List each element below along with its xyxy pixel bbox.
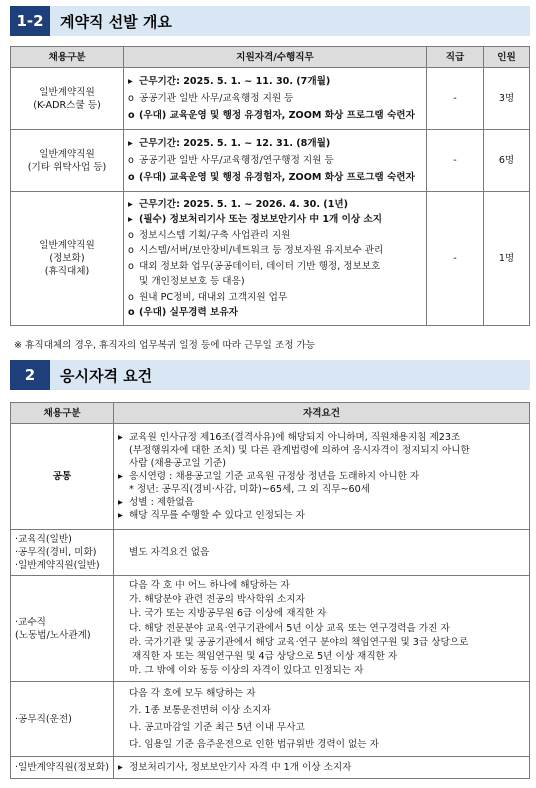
text-line: [118, 457, 525, 470]
header-requirements: 자격요건: [114, 403, 530, 424]
bullet-marker: o: [128, 245, 134, 256]
category-cell: [11, 530, 114, 576]
category-line: (정보화): [49, 253, 85, 264]
line-text: (우대) 교육운영 및 행정 유경험자, ZOOM 화상 프로그램 숙련자: [139, 110, 415, 121]
category-cell: [11, 576, 114, 682]
category-line: ·공무직(경비, 미화): [15, 547, 97, 558]
bullet-marker: o: [128, 110, 135, 121]
text-line: [118, 622, 525, 636]
text-line: [128, 107, 422, 124]
category-line: ·일반계약직원(정보화): [15, 762, 109, 774]
bullet-marker: ▸: [128, 198, 133, 210]
text-line: [118, 593, 525, 607]
table-row: [11, 130, 530, 192]
text-line: [118, 736, 525, 753]
text-line: [118, 607, 525, 621]
category-line: (노동법/노사관계): [15, 629, 91, 641]
section-2-number: 2: [10, 360, 50, 390]
table-header-row: [11, 403, 530, 424]
header-qualification: 지원자격/수행직무: [124, 47, 427, 68]
line-text: (필수) 정보처리기사 또는 정보보안기사 中 1개 이상 소지: [139, 214, 383, 225]
text-line: [128, 212, 422, 228]
rank-cell: -: [427, 192, 484, 326]
table-row: [11, 682, 530, 757]
requirements-cell: [114, 424, 530, 530]
bullet-marker: o: [128, 229, 134, 241]
line-text: 성별 : 제한없음: [129, 497, 194, 508]
header-category: 채용구분: [11, 403, 114, 424]
category-line: ·교수직: [15, 616, 46, 628]
text-line: [128, 228, 422, 244]
text-line: [118, 444, 525, 457]
line-text: (우대) 실무경력 보유자: [139, 307, 238, 318]
table-row: [11, 68, 530, 130]
bullet-marker: o: [128, 155, 134, 166]
line-text: 가. 1종 보통운전면허 이상 소지자: [129, 705, 271, 717]
line-text: 공공기관 일반 사무/교육행정 지원 등: [139, 93, 294, 104]
line-text: 근무기간: 2025. 5. 1. ~ 2026. 4. 30. (1년): [139, 198, 349, 210]
line-text: 라. 국가기관 및 공공기관에서 해당 교육·연구 분야의 책임연구원 및 3급 상당으로: [129, 636, 469, 648]
line-text: 다. 해당 전문분야 교육·연구기관에서 5년 이상 교육 또는 연구경력을 가진 자: [129, 622, 450, 634]
requirements-cell: [114, 576, 530, 682]
line-text: (우대) 교육운영 및 행정 유경험자, ZOOM 화상 프로그램 숙련자: [139, 172, 415, 183]
text-line: [128, 243, 422, 259]
line-text: 근무기간: 2025. 5. 1. ~ 12. 31. (8개월): [139, 138, 331, 149]
category-line: (휴직대체): [44, 266, 90, 277]
text-line: [118, 664, 525, 678]
text-line: [118, 636, 525, 650]
section-1-number: 1-2: [10, 6, 50, 36]
category-line: 일반계약직원: [39, 148, 95, 160]
text-line: [128, 290, 422, 306]
qualification-cell: [124, 192, 427, 326]
line-text: 가. 해당분야 관련 전공의 박사학위 소지자: [129, 594, 305, 606]
category-cell: [11, 130, 124, 192]
line-text: 다음 각 호에 모두 해당하는 자: [129, 688, 256, 700]
requirements-cell: [114, 682, 530, 757]
text-line: [118, 509, 525, 522]
requirements-cell: [114, 757, 530, 779]
contract-overview-table: [10, 46, 530, 326]
section-1-title: 계약직 선발 개요: [60, 12, 172, 31]
table-row: [11, 192, 530, 326]
bullet-marker: o: [128, 307, 135, 318]
category-line: (기타 위탁사업 등): [27, 161, 107, 173]
category-line: 공통: [52, 471, 72, 482]
text-line: [118, 579, 525, 593]
line-text: 나. 공고마감일 기준 최근 5년 이내 무사고: [129, 722, 305, 734]
category-cell: [11, 424, 114, 530]
text-line: [128, 259, 422, 275]
text-line: [128, 197, 422, 213]
line-text: 해당 직무를 수행할 수 있다고 인정되는 자: [129, 510, 305, 521]
bullet-marker: ▸: [118, 497, 123, 508]
rank-cell: -: [427, 130, 484, 192]
line-text: 별도 자격요건 없음: [129, 547, 210, 558]
line-text: 교육원 인사규정 제16조(결격사유)에 해당되지 아니하며, 직원채용지침 제23조: [129, 432, 461, 443]
count-cell: 3명: [484, 68, 530, 130]
category-cell: [11, 192, 124, 326]
text-line: [118, 650, 525, 664]
requirements-cell: [114, 530, 530, 576]
category-line: 일반계약직원: [39, 86, 95, 98]
text-line: [118, 483, 525, 496]
text-line: [118, 761, 525, 774]
line-text: 대외 정보화 업무(공공데이터, 데이터 기반 행정, 정보보호: [139, 260, 381, 272]
section-2-title: 응시자격 요건: [60, 366, 153, 385]
line-text: 정보처리기사, 정보보안기사 자격 中 1개 이상 소지자: [129, 762, 352, 774]
table-row: [11, 530, 530, 576]
line-text: 공공기관 일반 사무/교육행정/연구행정 지원 등: [139, 155, 334, 166]
text-line: [128, 73, 422, 90]
count-cell: 6명: [484, 130, 530, 192]
category-line: ·일반계약직원(일반): [15, 560, 100, 571]
section-1-header: [10, 6, 530, 36]
bullet-marker: o: [128, 260, 134, 272]
bullet-marker: ▸: [128, 214, 133, 225]
category-line: ·교육직(일반): [15, 534, 72, 545]
text-line: [118, 685, 525, 702]
category-line: (K-ADR스쿨 등): [33, 99, 101, 111]
header-category: 채용구분: [11, 47, 124, 68]
bullet-marker: o: [128, 93, 134, 104]
category-cell: [11, 757, 114, 779]
bullet-marker: ▸: [128, 76, 133, 87]
text-line: [128, 274, 422, 290]
bullet-marker: o: [128, 172, 135, 183]
bullet-marker: o: [128, 291, 134, 303]
line-text: 다. 임용일 기준 음주운전으로 인한 법규위반 경력이 없는 자: [129, 739, 379, 751]
line-text: 원내 PC정비, 대내외 고객지원 업무: [139, 291, 288, 303]
line-text: 근무기간: 2025. 5. 1. ~ 11. 30. (7개월): [139, 76, 331, 87]
category-line: ·공무직(운전): [15, 713, 72, 725]
line-text: 다음 각 호 中 어느 하나에 해당하는 자: [129, 580, 290, 591]
qualification-cell: [124, 68, 427, 130]
text-line: [118, 431, 525, 444]
bullet-marker: ▸: [128, 138, 133, 149]
line-text: 정보시스템 기획/구축 사업관리 지원: [139, 229, 291, 241]
text-line: [128, 152, 422, 169]
table-header-row: [11, 47, 530, 68]
bullet-marker: ▸: [118, 471, 123, 482]
table-row: [11, 757, 530, 779]
text-line: [118, 719, 525, 736]
qualification-cell: [124, 130, 427, 192]
bullet-marker: ▸: [118, 432, 123, 443]
bullet-marker: ▸: [118, 762, 123, 774]
line-text: 나. 국가 또는 지방공무원 6급 이상에 재직한 자: [129, 608, 327, 620]
leave-substitute-note: ※ 휴직대체의 경우, 휴직자의 업무복귀 일정 등에 따라 근무일 조정 가능: [14, 340, 316, 351]
text-line: [128, 135, 422, 152]
eligibility-table: [10, 402, 530, 779]
line-text: (부정행위자에 대한 조치) 및 다른 관계법령에 의하여 응시자격이 정지되지 아니한: [129, 445, 470, 456]
header-count: 인원: [484, 47, 530, 68]
category-cell: [11, 68, 124, 130]
section-2-header: [10, 360, 530, 390]
header-rank: 직급: [427, 47, 484, 68]
line-text: * 정년: 공무직(경비·사감, 미화)~65세, 그 외 직무~60세: [129, 484, 371, 495]
text-line: [118, 546, 525, 559]
line-text: 사람 (채용공고일 기준): [129, 458, 226, 469]
table-row: [11, 576, 530, 682]
line-text: 재직한 자 또는 책임연구원 및 4급 상당으로 5년 이상 재직한 자: [129, 651, 398, 663]
category-cell: [11, 682, 114, 757]
line-text: 및 개인정보보호 등 대응): [139, 276, 245, 287]
rank-cell: -: [427, 68, 484, 130]
count-cell: 1명: [484, 192, 530, 326]
line-text: 시스템/서버/보안장비/네트워크 등 정보자원 유지보수 관리: [139, 245, 384, 256]
text-line: [118, 496, 525, 509]
text-line: [118, 470, 525, 483]
text-line: [128, 90, 422, 107]
category-line: 일반계약직원: [39, 240, 95, 251]
text-line: [128, 169, 422, 186]
text-line: [128, 305, 422, 321]
bullet-marker: ▸: [118, 510, 123, 521]
table-row: [11, 424, 530, 530]
text-line: [118, 702, 525, 719]
line-text: 마. 그 밖에 이와 동등 이상의 자격이 있다고 인정되는 자: [129, 665, 364, 677]
line-text: 응시연령 : 채용공고일 기준 교육원 규정상 정년을 도래하지 아니한 자: [129, 471, 420, 482]
